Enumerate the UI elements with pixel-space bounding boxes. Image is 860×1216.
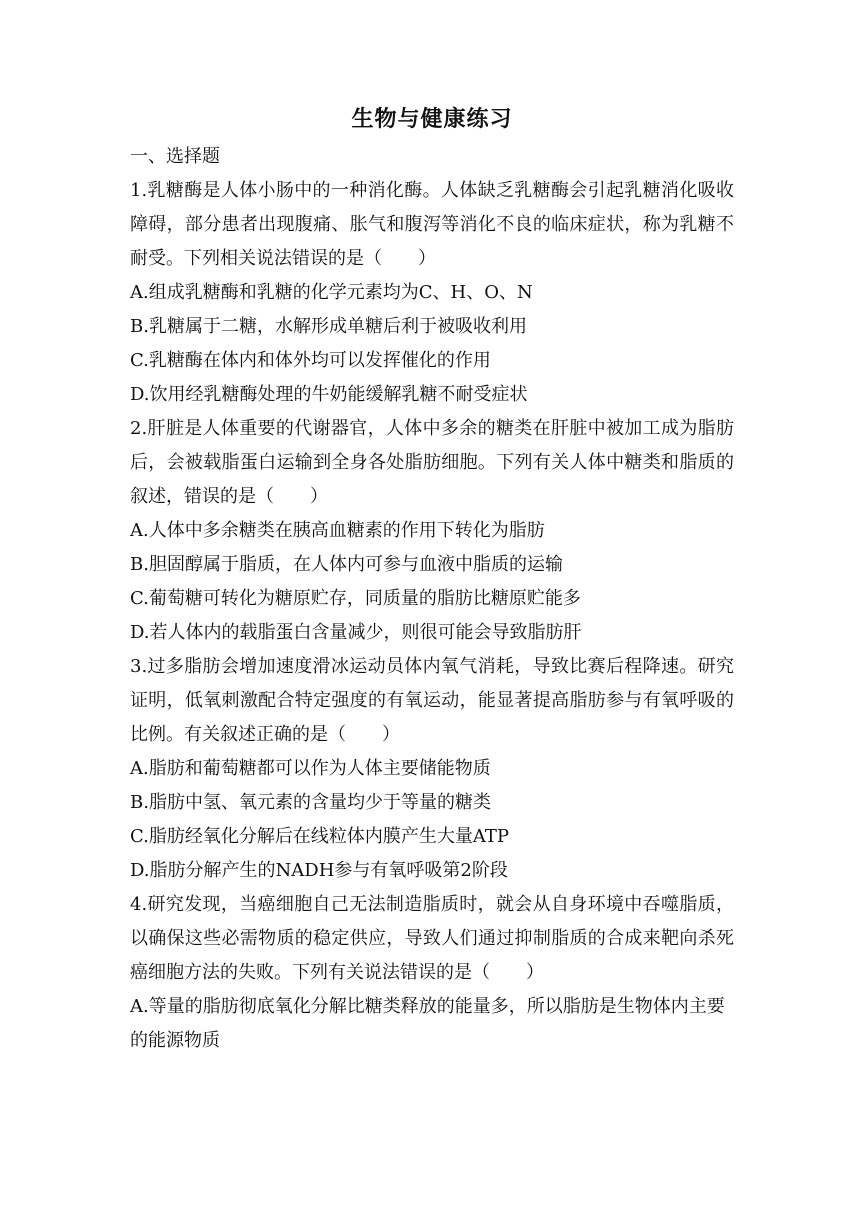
question-stem: 1.乳糖酶是人体小肠中的一种消化酶。人体缺乏乳糖酶会引起乳糖消化吸收障碍，部分患者出现腹痛、胀气和腹泻等消化不良的临床症状，称为乳糖不耐受。下列相关说法错误的是（ ） bbox=[130, 180, 734, 269]
question-2 bbox=[130, 412, 734, 650]
question-stem: 4.研究发现，当癌细胞自己无法制造脂质时，就会从自身环境中吞噬脂质，以确保这些必需物质的稳定供应，导致人们通过抑制脂质的合成来靶向杀死癌细胞方法的失败。下列有关说法错误的是（ ） bbox=[130, 894, 734, 983]
question-4 bbox=[130, 888, 734, 1058]
option-d: D.脂肪分解产生的NADH参与有氧呼吸第2阶段 bbox=[130, 860, 508, 881]
section-heading: 一、选择题 bbox=[130, 146, 220, 167]
document-title: 生物与健康练习 bbox=[351, 106, 513, 132]
option-a: A.脂肪和葡萄糖都可以作为人体主要储能物质 bbox=[130, 758, 491, 779]
option-b: B.脂肪中氢、氧元素的含量均少于等量的糖类 bbox=[130, 792, 491, 813]
question-1 bbox=[130, 174, 734, 412]
option-c: C.脂肪经氧化分解后在线粒体内膜产生大量ATP bbox=[130, 826, 509, 847]
question-stem: 2.肝脏是人体重要的代谢器官，人体中多余的糖类在肝脏中被加工成为脂肪后，会被载脂蛋白运输到全身各处脂肪细胞。下列有关人体中糖类和脂质的叙述，错误的是（ ） bbox=[130, 418, 734, 507]
question-stem: 3.过多脂肪会增加速度滑冰运动员体内氧气消耗，导致比赛后程降速。研究证明，低氧刺激配合特定强度的有氧运动，能显著提高脂肪参与有氧呼吸的比例。有关叙述正确的是（ ） bbox=[130, 656, 734, 745]
question-3 bbox=[130, 650, 734, 888]
option-a: A.人体中多余糖类在胰高血糖素的作用下转化为脂肪 bbox=[130, 520, 545, 541]
option-a: A.组成乳糖酶和乳糖的化学元素均为C、H、O、N bbox=[130, 282, 533, 303]
option-c: C.葡萄糖可转化为糖原贮存，同质量的脂肪比糖原贮能多 bbox=[130, 588, 581, 609]
document-page bbox=[130, 104, 734, 1058]
option-c: C.乳糖酶在体内和体外均可以发挥催化的作用 bbox=[130, 350, 491, 371]
option-b: B.乳糖属于二糖，水解形成单糖后利于被吸收利用 bbox=[130, 316, 527, 337]
option-d: D.饮用经乳糖酶处理的牛奶能缓解乳糖不耐受症状 bbox=[130, 384, 528, 405]
option-b: B.胆固醇属于脂质，在人体内可参与血液中脂质的运输 bbox=[130, 554, 563, 575]
option-a: A.等量的脂肪彻底氧化分解比糖类释放的能量多，所以脂肪是生物体内主要的能源物质 bbox=[130, 996, 725, 1051]
option-d: D.若人体内的载脂蛋白含量减少，则很可能会导致脂肪肝 bbox=[130, 622, 582, 643]
